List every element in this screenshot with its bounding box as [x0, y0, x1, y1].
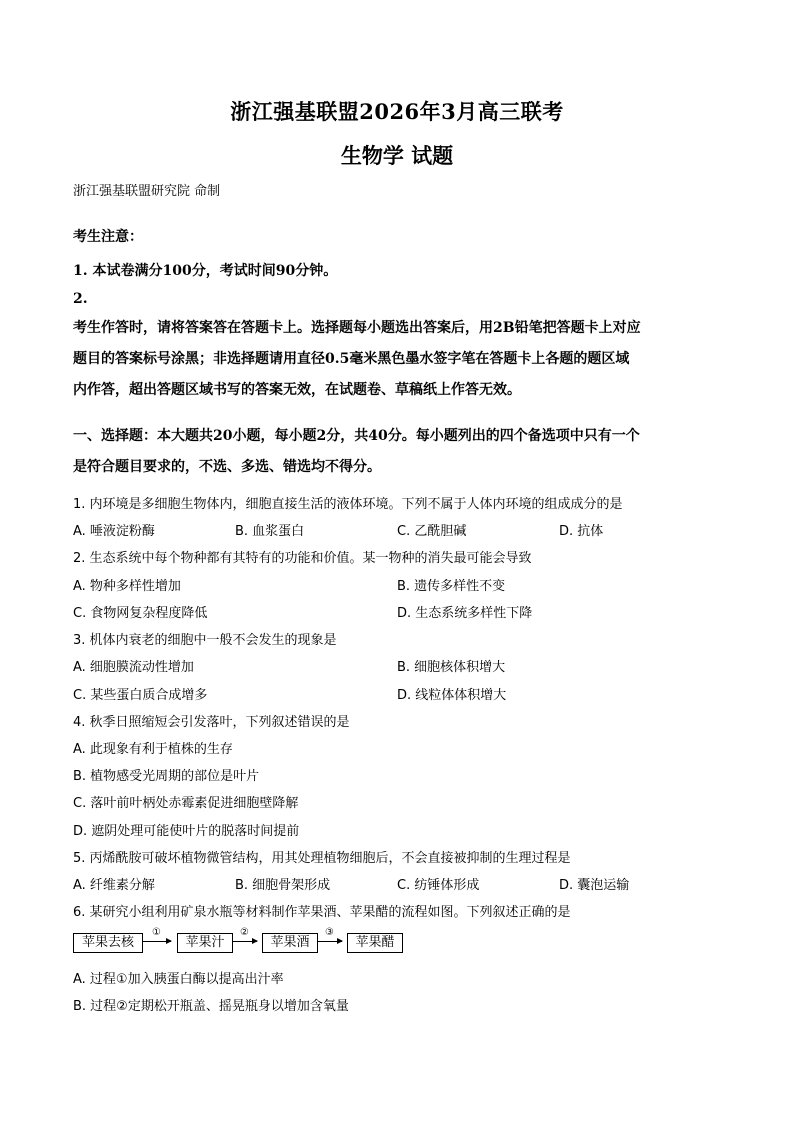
q1-option-d: D. 抗体 [559, 524, 604, 539]
q6-option-b: B. 过程②定期松开瓶盖、摇晃瓶身以增加含氧量 [73, 999, 349, 1014]
q4-option-b: B. 植物感受光周期的部位是叶片 [73, 769, 260, 784]
q2-option-a: A. 物种多样性增加 [73, 579, 181, 594]
source-line: 浙江强基联盟研究院 命制 [73, 184, 221, 199]
flow-arrow-label-2: ② [240, 927, 249, 938]
q5-option-a: A. 纤维素分解 [73, 878, 155, 893]
question-2-stem: 2. 生态系统中每个物种都有其特有的功能和价值。某一物种的消失最可能会导致 [73, 551, 532, 566]
q2-option-c: C. 食物网复杂程度降低 [73, 606, 208, 621]
flow-arrow-3 [318, 927, 342, 942]
q3-option-d: D. 线粒体体积增大 [397, 688, 507, 703]
flow-step-2: 苹果汁 [177, 933, 233, 953]
q3-option-b: B. 细胞核体积增大 [397, 660, 506, 675]
question-3-stem: 3. 机体内衰老的细胞中一般不会发生的现象是 [73, 633, 337, 648]
q5-option-d: D. 囊泡运输 [559, 878, 630, 893]
q4-option-d: D. 遮阴处理可能使叶片的脱落时间提前 [73, 824, 300, 839]
question-4-stem: 4. 秋季日照缩短会引发落叶，下列叙述错误的是 [73, 715, 350, 730]
flow-step-1: 苹果去核 [73, 933, 143, 953]
flow-step-3: 苹果酒 [262, 933, 318, 953]
section-heading [73, 421, 723, 483]
notice-item-2-text [73, 313, 723, 406]
flow-arrow-label-3: ③ [325, 927, 334, 938]
notice-line: 考生作答时，请将答案答在答题卡上。选择题每小题选出答案后，用2B铅笔把答题卡上对应 [73, 320, 641, 336]
q3-option-a: A. 细胞膜流动性增加 [73, 660, 194, 675]
q4-option-a: A. 此现象有利于植株的生存 [73, 742, 233, 757]
notice-heading: 考生注意： [73, 229, 143, 245]
process-flow-diagram [73, 927, 413, 956]
question-6-stem: 6. 某研究小组利用矿泉水瓶等材料制作苹果酒、苹果醋的流程如图。下列叙述正确的是 [73, 905, 571, 920]
q4-option-c: C. 落叶前叶柄处赤霉素促进细胞壁降解 [73, 796, 299, 811]
q1-option-c: C. 乙酰胆碱 [397, 524, 467, 539]
subject-title: 生物学 试题 [340, 143, 454, 168]
flow-arrow-2 [233, 927, 257, 942]
q2-option-b: B. 遗传多样性不变 [397, 579, 506, 594]
question-5-stem: 5. 丙烯酰胺可破坏植物微管结构，用其处理植物细胞后，不会直接被抑制的生理过程是 [73, 851, 571, 866]
q1-option-a: A. 唾液淀粉酶 [73, 524, 155, 539]
q6-option-a: A. 过程①加入胰蛋白酶以提高出汁率 [73, 972, 284, 987]
question-1-stem: 1. 内环境是多细胞生物体内，细胞直接生活的液体环境。下列不属于人体内环境的组成成分的是 [73, 497, 623, 512]
q1-option-b: B. 血浆蛋白 [235, 524, 305, 539]
section-line: 一、选择题：本大题共20小题，每小题2分，共40分。每小题列出的四个备选项中只有一个 [73, 428, 640, 444]
flow-step-4: 苹果醋 [347, 933, 403, 953]
flow-arrow-label-1: ① [152, 927, 161, 938]
notice-item-2-number: 2. [73, 291, 88, 307]
flow-arrow-1 [143, 927, 171, 942]
section-line: 是符合题目要求的，不选、多选、错选均不得分。 [73, 459, 381, 475]
notice-line: 内作答，超出答题区域书写的答案无效，在试题卷、草稿纸上作答无效。 [73, 382, 521, 398]
q3-option-c: C. 某些蛋白质合成增多 [73, 688, 208, 703]
q5-option-c: C. 纺锤体形成 [397, 878, 480, 893]
q5-option-b: B. 细胞骨架形成 [235, 878, 331, 893]
q2-option-d: D. 生态系统多样性下降 [397, 606, 533, 621]
notice-line: 题目的答案标号涂黑；非选择题请用直径0.5毫米黑色墨水签字笔在答题卡上各题的题区域 [73, 351, 630, 367]
exam-title: 浙江强基联盟2026年3月高三联考 [230, 99, 564, 124]
notice-item-1: 1. 本试卷满分100分，考试时间90分钟。 [73, 263, 338, 279]
